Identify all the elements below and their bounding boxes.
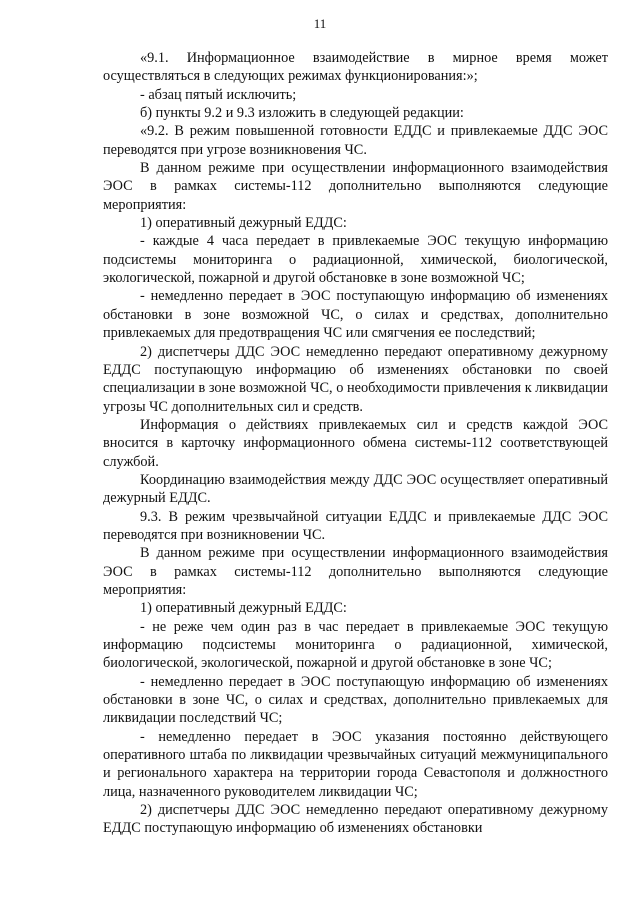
paragraph-mode-measures-2: В данном режиме при осуществлении информационного взаимодействия ЭОС в рамках системы-112 дополнительно выполняются следующие мероприятия: [103, 545, 608, 598]
paragraph-exclude-fifth: - абзац пятый исключить; [140, 86, 297, 103]
paragraph-immediately-transmits-2: - немедленно передает в ЭОС поступающую информацию об изменениях обстановки в зоне ЧС, о силах и средствах, дополнительно привлекаемых для ликвидации последствий ЧС; [103, 673, 608, 727]
paragraph-once-per-hour: - не реже чем один раз в час передает в привлекаемые ЭОС текущую информацию подсистемы мониторинга о радиационной, химической, биологической, экологической, пожарной и другой обстановке в зоне ЧС; [103, 618, 608, 672]
paragraph-immediately-transmits: - немедленно передает в ЭОС поступающую информацию об изменениях обстановки в зоне возможной ЧС, о силах и средствах, дополнительно привлекаемых для предотвращения ЧС или смягчения ее последствий; [103, 288, 608, 342]
paragraph-mode-measures: В данном режиме при осуществлении информационного взаимодействия ЭОС в рамках системы-112 дополнительно выполняются следующие мероприятия: [103, 160, 608, 213]
paragraph-dispatchers-2: 2) диспетчеры ДДС ЭОС немедленно передают оперативному дежурному ЕДДС поступающую информацию об изменениях обстановки [103, 802, 608, 837]
paragraph-9-1-intro: «9.1. Информационное взаимодействие в мирное время может осуществляться в следующих режимах функционирования:»; [103, 50, 608, 85]
paragraph-every-4-hours: - каждые 4 часа передает в привлекаемые ЭОС текущую информацию подсистемы мониторинга о радиационной, химической, биологической, экологической, пожарной и другой обстановке в зоне возможной ЧС; [103, 233, 608, 287]
paragraph-information-card: Информация о действиях привлекаемых сил и средств каждой ЭОС вносится в карточку информационного обмена системы-112 соответствующей службой. [103, 416, 608, 470]
paragraph-b-items: б) пункты 9.2 и 9.3 изложить в следующей редакции: [140, 105, 464, 122]
paragraph-9-3: 9.3. В режим чрезвычайной ситуации ЕДДС и привлекаемые ДДС ЭОС переводятся при возникновении ЧС. [103, 508, 608, 543]
page-number: 11 [313, 16, 327, 31]
paragraph-9-2: «9.2. В режим повышенной готовности ЕДДС и привлекаемые ДДС ЭОС переводятся при угрозе возникновения ЧС. [103, 123, 608, 158]
paragraph-duty-officer-2: 1) оперативный дежурный ЕДДС: [140, 600, 347, 617]
document-body [103, 49, 608, 838]
paragraph-coordination: Координацию взаимодействия между ДДС ЭОС осуществляет оперативный дежурный ЕДДС. [103, 471, 608, 507]
paragraph-duty-officer: 1) оперативный дежурный ЕДДС: [140, 215, 347, 232]
paragraph-dispatchers: 2) диспетчеры ДДС ЭОС немедленно передают оперативному дежурному ЕДДС поступающую информацию об изменениях обстановки по своей специализации в зоне возможной ЧС, о необходимости привлечения к ликвидации угрозы ЧС дополнительных сил и средств. [103, 343, 608, 415]
paragraph-headquarters-instructions: - немедленно передает в ЭОС указания постоянно действующего оперативного штаба по ликвидации чрезвычайных ситуаций межмуниципального и регионального характера на территории города Севастополя и должностного лица, назначенного руководителем ликвидации ЧС; [103, 728, 608, 800]
